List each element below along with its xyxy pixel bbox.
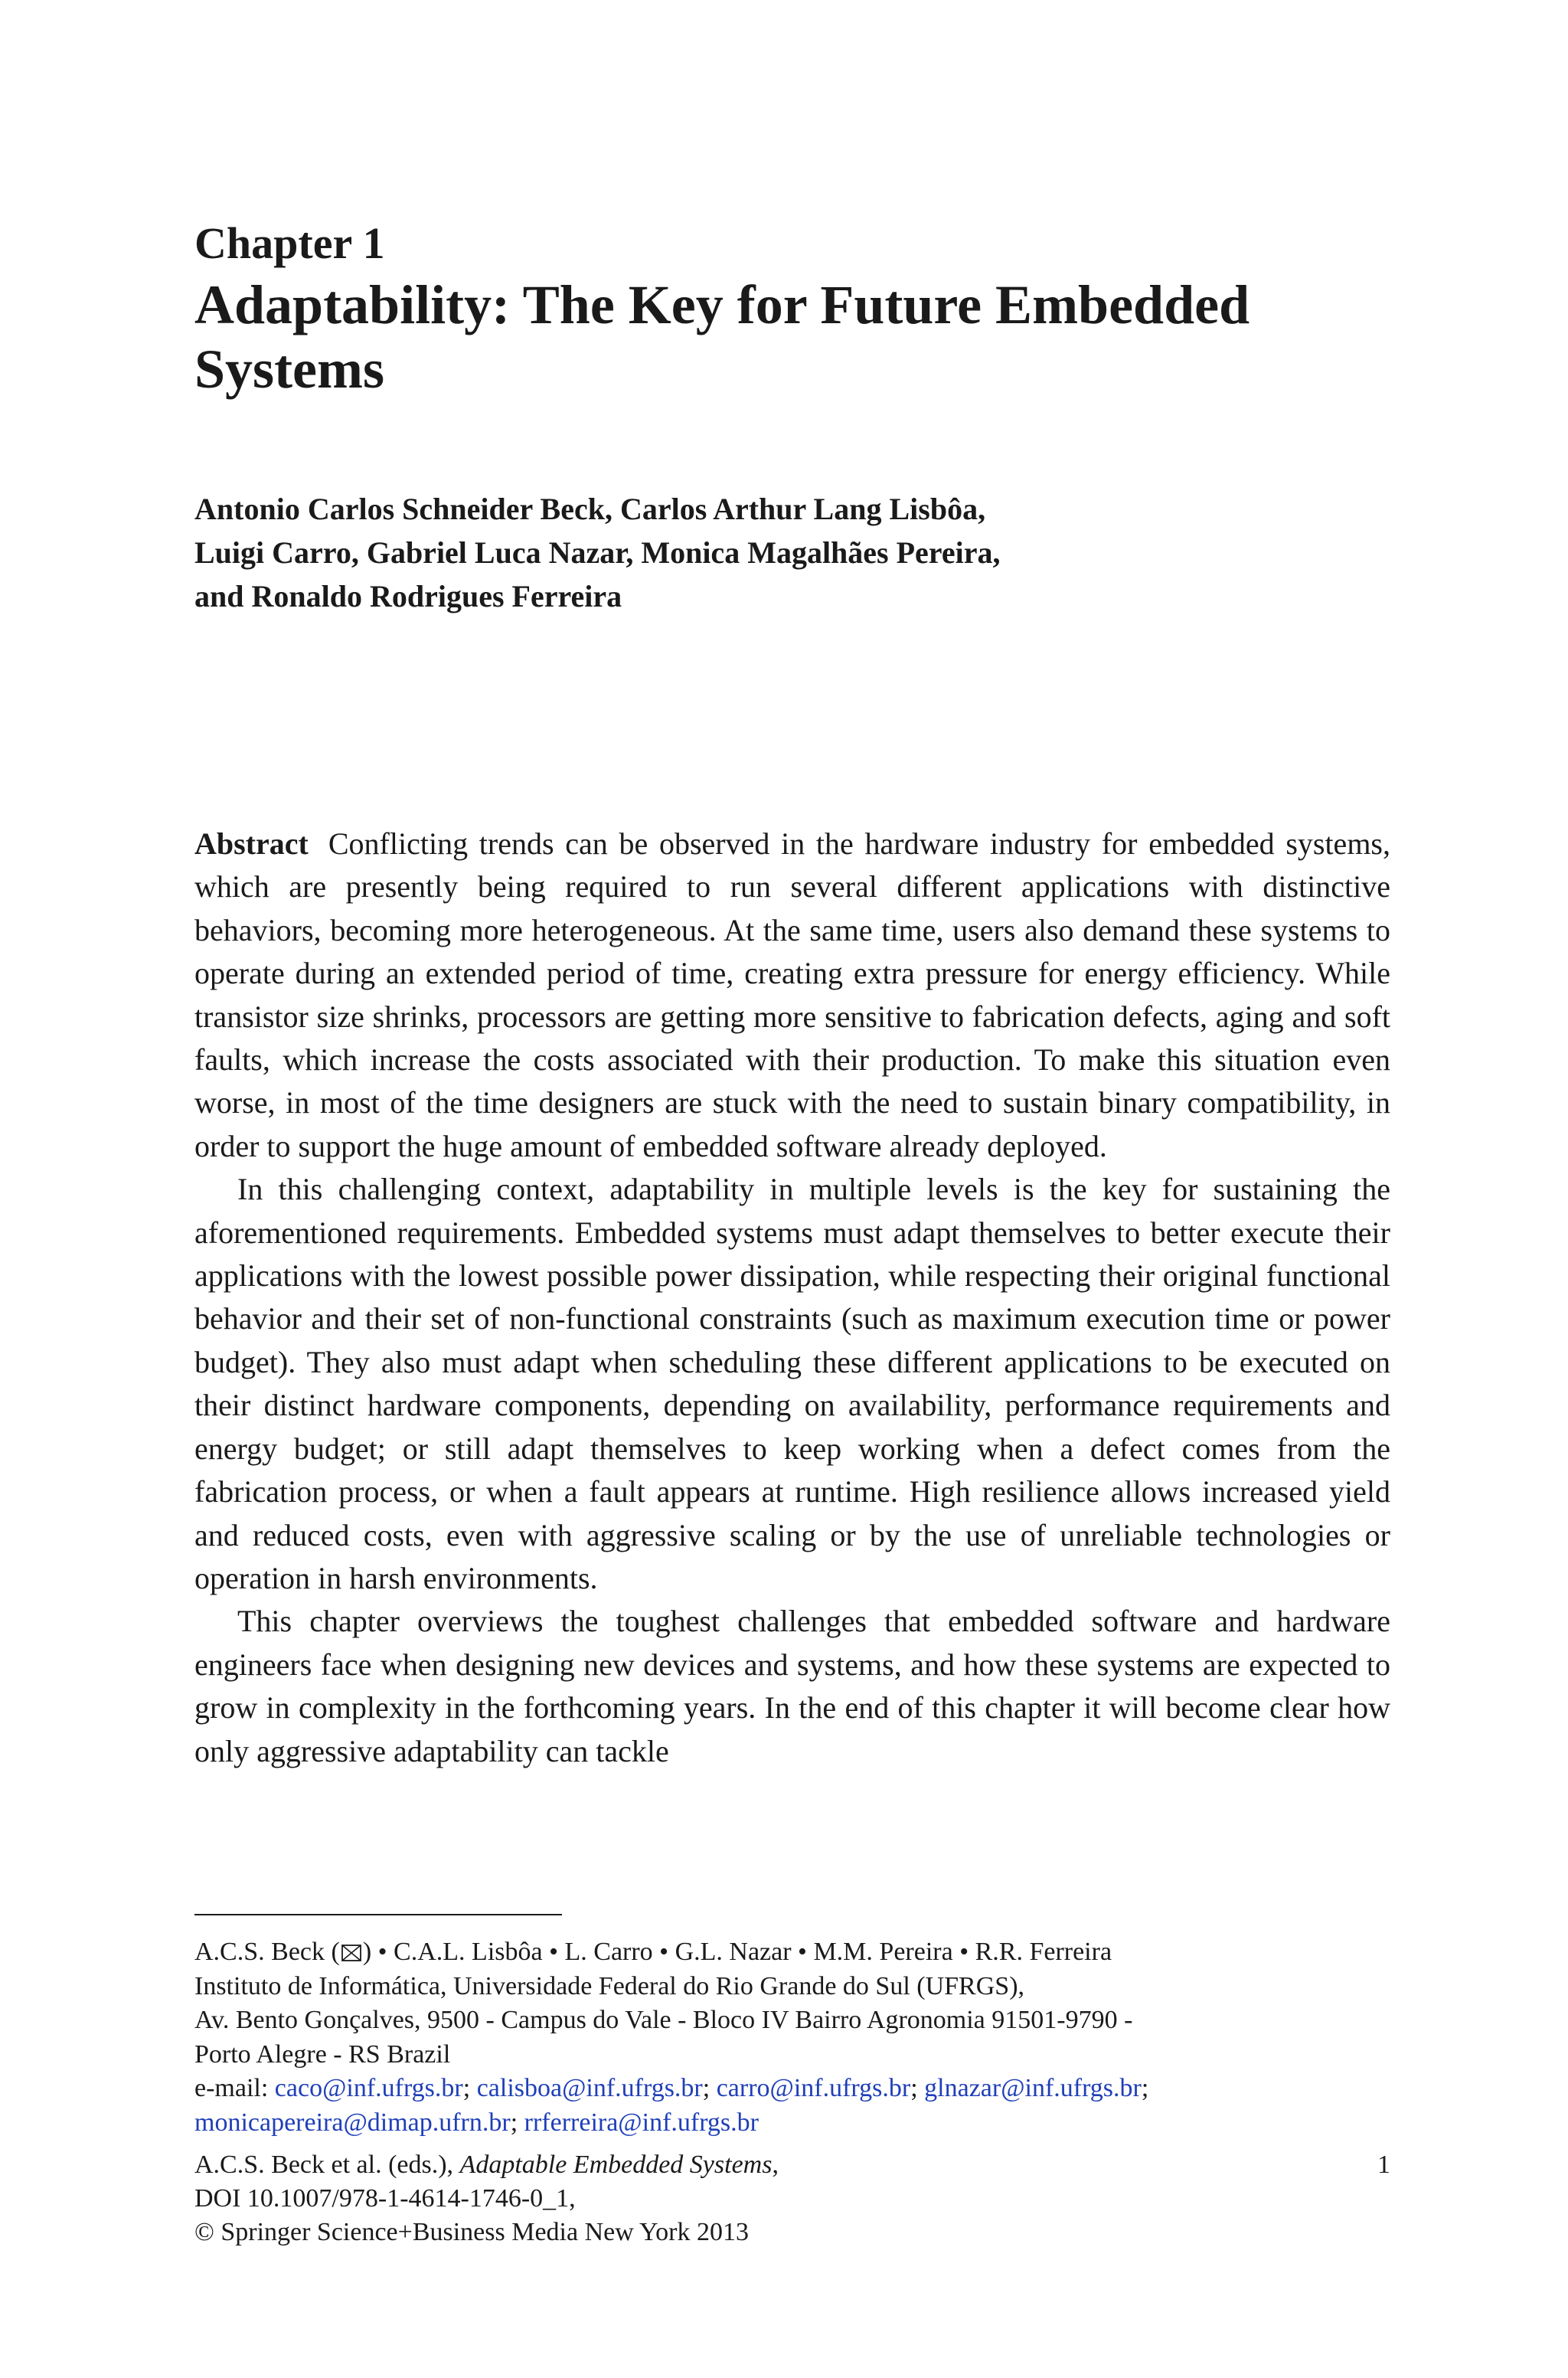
- author-line-3: and Ronaldo Rodrigues Ferreira: [194, 579, 622, 613]
- publication-doi: DOI 10.1007/978-1-4614-1746-0_1,: [194, 2184, 576, 2213]
- email-label: e-mail:: [194, 2074, 275, 2102]
- page-number: 1: [1377, 2151, 1390, 2179]
- email-separator: ;: [510, 2108, 524, 2137]
- publication-editors-tail: ,: [772, 2151, 779, 2179]
- abstract-label: Abstract: [194, 826, 309, 861]
- abstract: [194, 823, 1390, 1773]
- footnote-address-1: Av. Bento Gonçalves, 9500 - Campus do Vale - Bloco IV Bairro Agronomia 91501-9790 -: [194, 2006, 1133, 2034]
- email-link-carro[interactable]: carro@inf.ufrgs.br: [716, 2074, 911, 2102]
- email-link-caco[interactable]: caco@inf.ufrgs.br: [274, 2074, 463, 2102]
- publication-editors-line: [194, 2148, 1389, 2182]
- book-title: Adaptable Embedded Systems: [459, 2151, 773, 2179]
- footnote-names-before: A.C.S. Beck (: [194, 1938, 340, 1966]
- footnote-names-after: ) • C.A.L. Lisbôa • L. Carro • G.L. Nazar • M.M. Pereira • R.R. Ferreira: [362, 1938, 1112, 1966]
- email-link-monicapereira[interactable]: monicapereira@dimap.ufrn.br: [194, 2108, 511, 2137]
- chapter-title: Adaptability: The Key for Future Embedded Systems: [194, 274, 1250, 400]
- email-link-glnazar[interactable]: glnazar@inf.ufrgs.br: [924, 2074, 1142, 2102]
- email-separator: ;: [910, 2074, 925, 2102]
- email-separator: ;: [702, 2074, 717, 2102]
- abstract-paragraph-3: This chapter overviews the toughest challenges that embedded software and hardware engineers face when designing new devices and systems, and how these systems are expected to grow in complexity in the forthcoming years. In the end of this chapter it will become clear how only aggressive adaptability can tackle: [194, 1604, 1390, 1768]
- footnote-institution: Instituto de Informática, Universidade Federal do Rio Grande do Sul (UFRGS),: [194, 1971, 1025, 2000]
- footnote-author-names: [194, 1935, 1389, 1970]
- publication-editors: A.C.S. Beck et al. (eds.),: [194, 2151, 460, 2179]
- publication-copyright: © Springer Science+Business Media New York 2013: [194, 2218, 749, 2246]
- email-link-calisboa[interactable]: calisboa@inf.ufrgs.br: [476, 2074, 703, 2102]
- abstract-paragraph-2: In this challenging context, adaptability in multiple levels is the key for sustaining the aforementioned requirements. Embedded systems must adapt themselves to better execute their applications with the lowest possible power dissipation, while respecting their original functional behavior and their set of non-functional constraints (such as maximum execution time or power budget). They also must adapt when scheduling these different applications to be executed on their distinct hardware components, depending on availability, performance requirements and energy budget; or still adapt themselves to keep working when a defect comes from the fabrication process, or when a fault appears at runtime. High resilience allows increased yield and reduced costs, even with aggressive scaling or by the use of unreliable technologies or operation in harsh environments.: [194, 1172, 1390, 1595]
- abstract-paragraph-1-text: Conflicting trends can be observed in the hardware industry for embedded systems, which are presently being required to run several different applications with distinctive behaviors, becoming more heterogeneous. At the same time, users also demand these systems to operate during an extended period of time, creating extra pressure for energy efficiency. While transistor size shrinks, processors are getting more sensitive to fabrication defects, aging and soft faults, which increase the costs associated with their production. To make this situation even worse, in most of the time designers are stuck with the need to sustain binary compatibility, in order to support the huge amount of embedded software already deployed.: [194, 826, 1390, 1163]
- abstract-paragraph-1: [194, 823, 1390, 1168]
- author-list: [194, 487, 1389, 618]
- footnote-email-line-2: [194, 2106, 1389, 2141]
- footnote-email-line-1: [194, 2072, 1389, 2106]
- publication-info: [194, 2148, 1389, 2249]
- email-separator: ;: [462, 2074, 477, 2102]
- envelope-icon: [341, 1945, 361, 1961]
- footnote-address-2: Porto Alegre - RS Brazil: [194, 2039, 451, 2069]
- email-link-rrferreira[interactable]: rrferreira@inf.ufrgs.br: [524, 2108, 759, 2137]
- author-line-1: Antonio Carlos Schneider Beck, Carlos Arthur Lang Lisbôa,: [194, 492, 986, 526]
- author-line-2: Luigi Carro, Gabriel Luca Nazar, Monica Magalhães Pereira,: [194, 535, 1001, 570]
- author-affiliation-footnote: [194, 1935, 1389, 2140]
- footnote-rule: [194, 1914, 562, 1915]
- email-separator: ;: [1141, 2074, 1149, 2102]
- chapter-label: Chapter 1: [194, 218, 385, 268]
